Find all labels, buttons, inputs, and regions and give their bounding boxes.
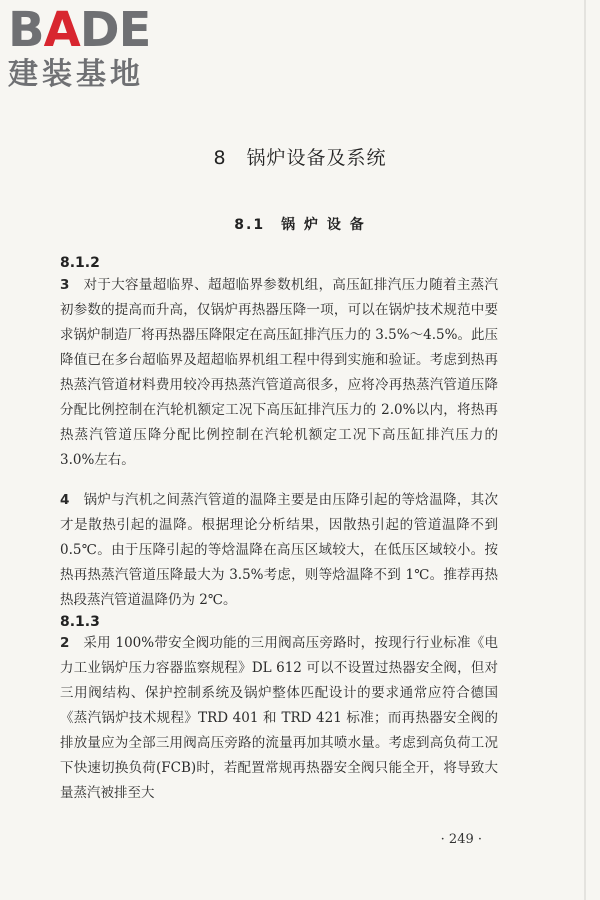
clause-number-8-1-2: 8.1.2 [60,255,100,271]
logo-subtitle: 建装基地 [8,57,144,92]
paragraph-8-1-2-4 [60,488,498,613]
paragraph-number: 4 [60,492,70,508]
watermark-logo [8,2,151,92]
paragraph-text: 对于大容量超临界、超超临界参数机组，高压缸排汽压力随着主蒸汽初参数的提高而升高，仅锅炉再热器压降一项，可以在锅炉技术规范中要求锅炉制造厂将再热器压降限定在高压缸排汽压力的 3.5%～4.5%。此压降值已在多台超临界及超超临界机组工程中得到实施和验证。考虑到热再热蒸汽管道材料费用较冷再热蒸汽管道高很多，应将冷再热蒸汽管道压降分配比例控制在汽轮机额定工况下高压缸排汽压力的 2.0%以内，将热再热蒸汽管道压降分配比例控制在汽轮机额定工况下高压缸排汽压力的 3.0%左右。 [60,277,499,468]
paragraph-text: 锅炉与汽机之间蒸汽管道的温降主要是由压降引起的等焓温降，其次才是散热引起的温降。根据理论分析结果，因散热引起的管道温降不到 0.5℃。由于压降引起的等焓温降在高压区域较大，在低压区域较小。按热再热蒸汽管道压降最大为 3.5%考虑，则等焓温降不到 1℃。推荐再热热段蒸汽管道温降仍为 2℃。 [60,492,499,608]
paragraph-number: 2 [60,635,70,651]
paragraph-number: 3 [60,277,70,293]
page-number: · 249 · [440,832,482,847]
paragraph-8-1-2-3 [60,273,498,473]
clause-number-8-1-3: 8.1.3 [60,614,100,630]
paragraph-8-1-3-2 [60,631,498,806]
paragraph-text: 采用 100%带安全阀功能的三用阀高压旁路时，按现行行业标准《电力工业锅炉压力容器监察规程》DL 612 可以不设置过热器安全阀，但对三用阀结构、保护控制系统及锅炉整体匹配设计的要求通常应符合德国《蒸汽锅炉技术规程》TRD 401 和 TRD 421 标准；而再热器安全阀的排放量应为全部三用阀高压旁路的流量再加其喷水量。考虑到高负荷工况下快速切换负荷(FCB)时，若配置常规再热器安全阀只能全开，将导致大量蒸汽被排至大 [60,635,498,801]
scan-edge [584,0,586,900]
chapter-title: 8 锅炉设备及系统 [213,147,387,169]
section-title: 8.1 锅 炉 设 备 [234,217,366,233]
logo-mark: BADE [8,2,151,58]
